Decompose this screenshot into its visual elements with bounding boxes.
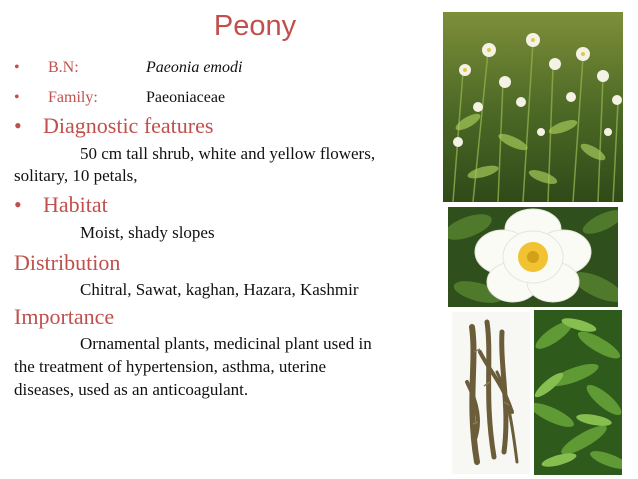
slide-title: Peony <box>213 10 297 42</box>
peony-field-photo <box>443 12 623 202</box>
bullet-icon: • <box>14 59 20 76</box>
importance-line1: Ornamental plants, medicinal plant used in <box>80 334 372 353</box>
diagnostic-line2: solitary, 10 petals, <box>14 166 138 185</box>
bullet-icon: • <box>14 89 20 106</box>
diagnostic-bullet <box>14 113 22 139</box>
bn-value: Paeonia emodi <box>146 59 243 76</box>
family-label: Family: <box>48 89 98 106</box>
importance-heading: Importance <box>14 304 115 329</box>
bullet-icon: • <box>14 113 22 138</box>
distribution-heading: Distribution <box>14 250 121 275</box>
peony-flower-photo <box>448 207 618 307</box>
diagnostic-line1: 50 cm tall shrub, white and yellow flowers, <box>80 144 376 163</box>
family-value: Paeoniaceae <box>146 89 226 106</box>
habitat-text: Moist, shady slopes <box>80 223 215 242</box>
green-leaves-photo <box>534 310 622 475</box>
distribution-text: Chitral, Sawat, kaghan, Hazara, Kashmir <box>80 280 359 299</box>
habitat-bullet <box>14 192 22 218</box>
diagnostic-heading: Diagnostic features <box>43 113 214 138</box>
bullet-icon: • <box>14 192 22 217</box>
importance-line2: the treatment of hypertension, asthma, uterine <box>14 357 327 376</box>
habitat-heading: Habitat <box>43 192 108 217</box>
importance-line3: diseases, used as an anticoagulant. <box>14 380 249 399</box>
family-row <box>14 88 20 108</box>
dried-root-photo <box>452 312 530 474</box>
bn-label: B.N: <box>48 59 79 76</box>
bn-row <box>14 58 20 78</box>
